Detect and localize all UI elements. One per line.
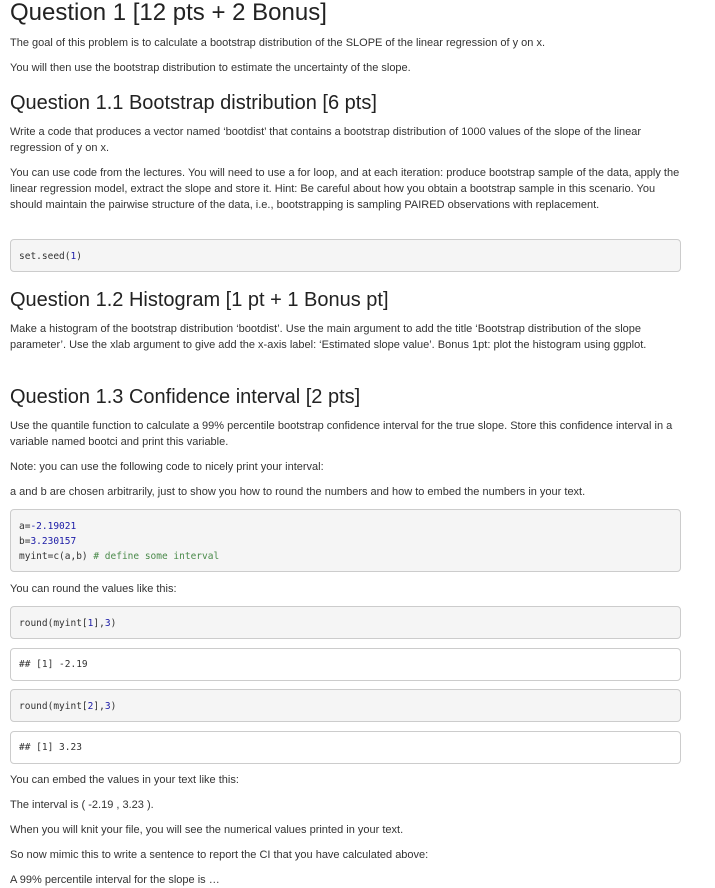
code-block-set-seed (10, 239, 681, 272)
question-1-3-paragraph-answer: A 99% percentile interval for the slope is … (10, 874, 220, 886)
question-1-3-paragraph-round: You can round the values like this: (10, 583, 177, 595)
code-text: myint=c(a,b) (19, 551, 94, 562)
question-1-3-paragraph-note: Note: you can use the following code to nicely print your interval: (10, 461, 324, 473)
question-1-1-paragraph-hint: You can use code from the lectures. You will need to use a for loop, and at each iteration: produce bootstrap sample of the data, apply the linear regression model, extract the slope and store it. Hint: Be careful about how you obtain a bootstrap sample in this scenario. You should maintain the pairwise structure of the data, i.e., bootstrapping is sampling PAIRED observations with replacement. (10, 167, 680, 211)
code-text: set.seed( (19, 251, 71, 262)
question-1-3-paragraph-interval-example: The interval is ( -2.19 , 3.23 ). (10, 799, 154, 811)
code-block-round-1 (10, 606, 681, 639)
code-text: a= (19, 521, 31, 532)
code-line (19, 549, 672, 564)
question-1-paragraph-uncertainty: You will then use the bootstrap distribution to estimate the uncertainty of the slope. (10, 62, 411, 74)
code-number: 2 (87, 701, 94, 712)
code-number: -2.19021 (30, 521, 77, 532)
question-1-3-paragraph-mimic: So now mimic this to write a sentence to report the CI that you have calculated above: (10, 849, 429, 861)
question-1-2-title: Question 1.2 Histogram [1 pt + 1 Bonus pt] (10, 289, 389, 311)
code-text: ], (93, 618, 105, 629)
code-block-define-interval (10, 509, 681, 572)
code-text: ], (93, 701, 105, 712)
question-1-paragraph-goal: The goal of this problem is to calculate a bootstrap distribution of the SLOPE of the linear regression of y on x. (10, 37, 546, 49)
question-1-3-paragraph-task: Use the quantile function to calculate a 99% percentile bootstrap confidence interval for the true slope. Store this confidence interval in a variable named bootci and print this variable. (10, 420, 673, 448)
question-1-1-paragraph-task: Write a code that produces a vector named ‘bootdist’ that contains a bootstrap distribution of 1000 values of the slope of the linear regression of y on x. (10, 126, 642, 154)
code-line (19, 519, 672, 534)
question-1-3-paragraph-knit: When you will knit your file, you will see the numerical values printed in your text. (10, 824, 404, 836)
code-text: ) (76, 251, 82, 262)
code-number: 1 (87, 618, 94, 629)
code-text: ) (110, 618, 117, 629)
code-text: round(myint[ (19, 618, 88, 629)
question-1-3-title: Question 1.3 Confidence interval [2 pts] (10, 386, 361, 408)
question-1-1-title: Question 1.1 Bootstrap distribution [6 pts] (10, 92, 377, 114)
question-1-3-paragraph-arbitrary: a and b are chosen arbitrarily, just to show you how to round the numbers and how to embed the numbers in your text. (10, 486, 586, 498)
code-number: 1 (70, 251, 77, 262)
output-block-round-2: ## [1] 3.23 (10, 731, 681, 764)
code-number: 3 (104, 701, 111, 712)
code-number: 3 (104, 618, 111, 629)
question-1-2-paragraph-task: Make a histogram of the bootstrap distribution ‘bootdist’. Use the main argument to add the title ‘Bootstrap distribution of the slope parameter’. Use the xlab argument to give add the x-axis label: ‘Estimated slope value’. Bonus 1pt: plot the histogram using ggplot. (10, 323, 647, 351)
code-text: round(myint[ (19, 701, 88, 712)
code-line (19, 534, 672, 549)
code-comment: # define some interval (93, 551, 220, 562)
code-number: 3.230157 (30, 536, 77, 547)
code-text: ) (110, 701, 117, 712)
question-1-3-paragraph-embed: You can embed the values in your text like this: (10, 774, 239, 786)
output-block-round-1: ## [1] -2.19 (10, 648, 681, 681)
question-1-title: Question 1 [12 pts + 2 Bonus] (10, 0, 327, 26)
code-text: b= (19, 536, 31, 547)
code-block-round-2 (10, 689, 681, 722)
